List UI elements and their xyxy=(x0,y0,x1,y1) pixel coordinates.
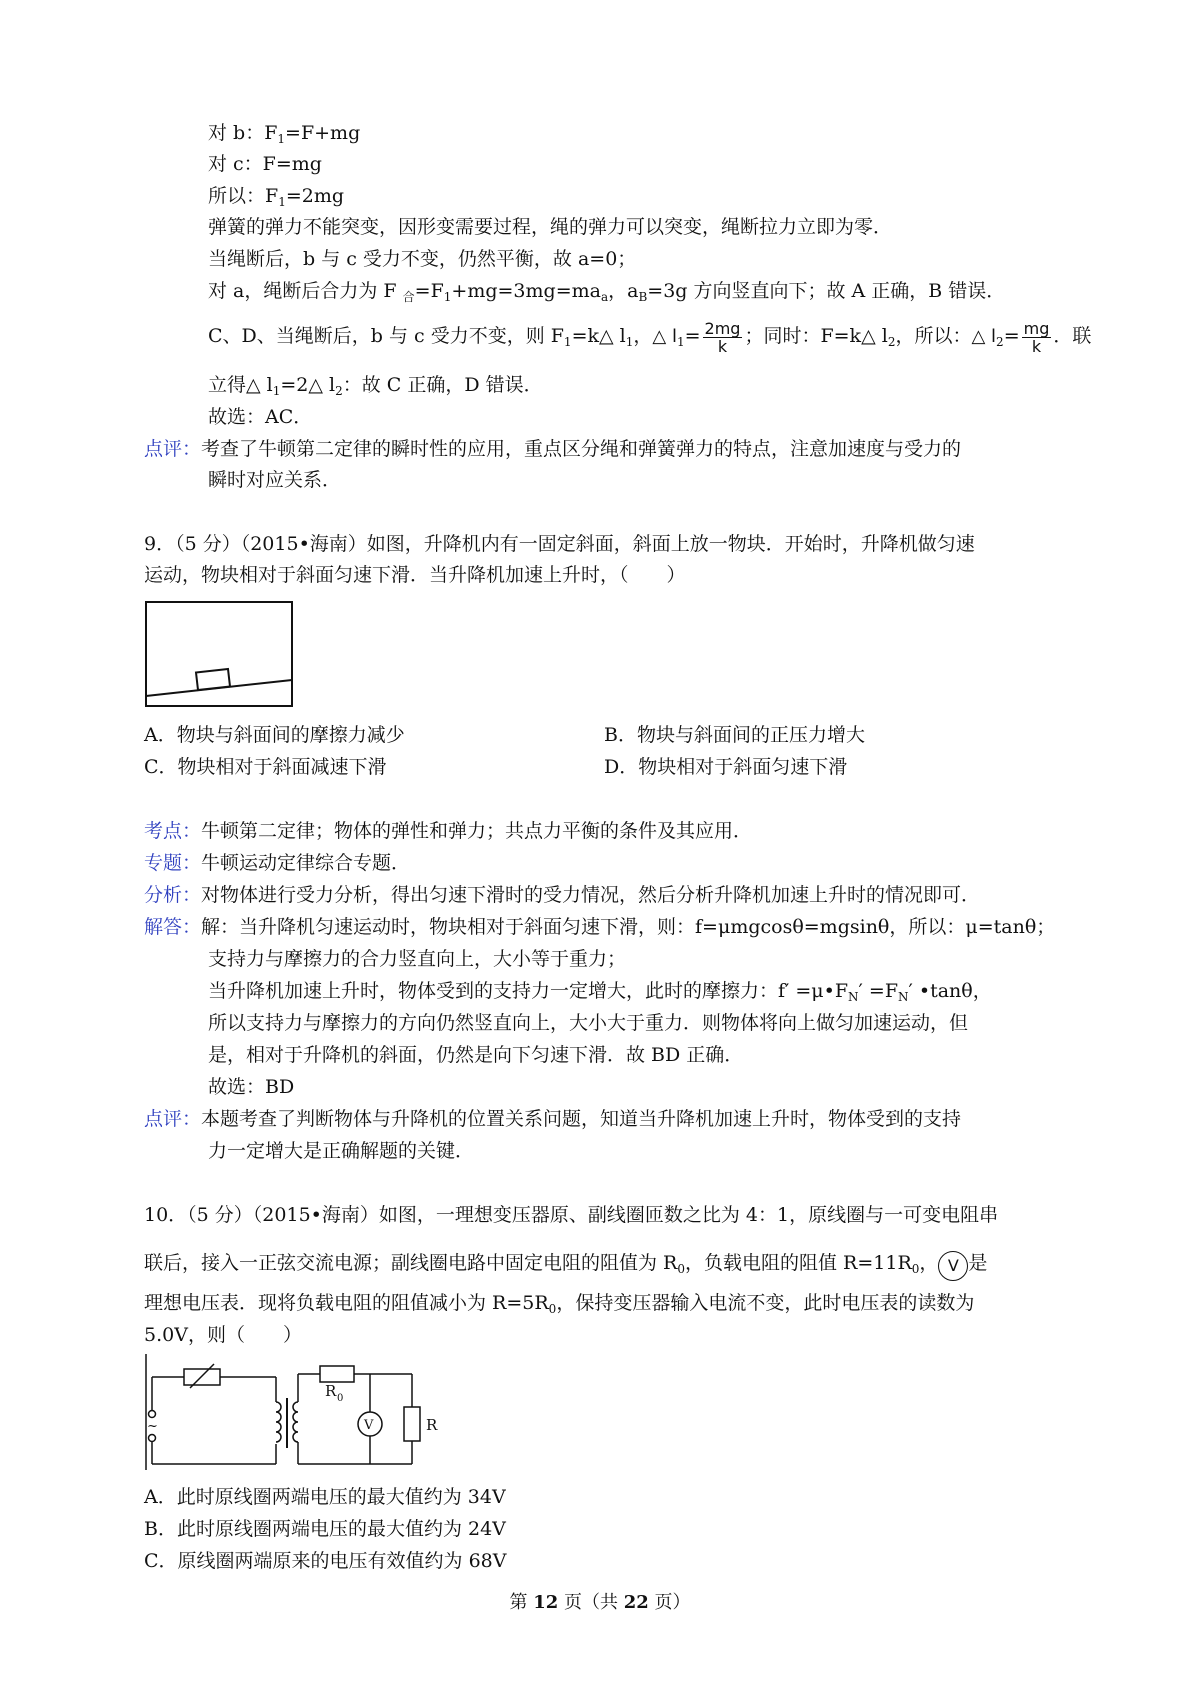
voltmeter-label: V xyxy=(364,1418,374,1433)
comment-line: 瞬时对应关系． xyxy=(208,469,342,491)
comment-block: 点评：本题考查了判断物体与升降机的位置关系问题，知道当升降机加速上升时，物体受到的支持 xyxy=(144,1108,962,1130)
option-b[interactable]: B．物块与斜面间的正压力增大 xyxy=(604,724,865,746)
option-d[interactable]: D．物块相对于斜面匀速下滑 xyxy=(604,756,848,778)
question-9-stem: 运动，物块相对于斜面匀速下滑．当升降机加速上升时，（ ） xyxy=(144,564,686,586)
option-c[interactable]: C．物块相对于斜面减速下滑 xyxy=(144,756,387,778)
current-page-number: 12 xyxy=(533,1592,559,1613)
solution-line: 对 b：$F_1=F+mg$ xyxy=(208,122,361,146)
option-b[interactable]: B．此时原线圈两端电压的最大值约为 24V xyxy=(144,1518,506,1540)
incline-elevator-figure xyxy=(144,600,296,710)
option-c[interactable]: C．原线圈两端原来的电压有效值约为 68V xyxy=(144,1550,507,1572)
solution-line: 当绳断后，b 与 c 受力不变，仍然平衡，故 a=0； xyxy=(208,248,637,270)
answer-line: 支持力与摩擦力的合力竖直向上，大小等于重力； xyxy=(208,948,627,970)
svg-text:~: ~ xyxy=(147,1419,158,1434)
option-a[interactable]: A．此时原线圈两端电压的最大值约为 34V xyxy=(144,1486,506,1508)
answer-choice: 故选：BD xyxy=(208,1076,295,1098)
solution-line-fractions: C、D、当绳断后，b 与 c 受力不变，则 $F_1=k\triangle$ $l_1$，△ $l_1=$ $\frac{2mg}{k}$ ；同时：F=k△ $l_2$，所以：△ $l_2=$ $\frac{mg}{k}$ ．联 xyxy=(208,318,1092,356)
question-9-stem: 9．（5 分）（2015•海南）如图，升降机内有一固定斜面，斜面上放一物块．开始时，升降机做匀速 xyxy=(144,533,975,555)
total-pages: 22 xyxy=(623,1592,649,1613)
voltmeter-icon: V xyxy=(938,1251,968,1281)
solution-line: 对 a，绳断后合力为 F $_合=F_1+mg=3mg=ma_a$，$a_B=3g$ 方向竖直向下；故 A 正确，B 错误． xyxy=(208,280,1006,304)
answer-line: 是，相对于升降机的斜面，仍然是向下匀速下滑．故 BD 正确． xyxy=(208,1044,744,1066)
solution-line: 所以：$F_1=2mg$ xyxy=(208,185,345,209)
fraction: $\frac{2mg}{k}$ xyxy=(704,318,741,356)
question-10-stem: 联后，接入一正弦交流电源；副线圈电路中固定电阻的阻值为 $R_0$，负载电阻的阻值 $R=11R_0$， V 是 xyxy=(144,1250,987,1282)
comment-block: 点评：考查了牛顿第二定律的瞬时性的应用，重点区分绳和弹簧弹力的特点，注意加速度与受力的 xyxy=(144,438,962,460)
answer: 解答：解：当升降机匀速运动时，物块相对于斜面匀速下滑，则：f=μmgcosθ=mgsinθ，所以：μ=tanθ； xyxy=(144,916,1056,938)
load-resistor xyxy=(404,1407,420,1441)
option-a[interactable]: A．物块与斜面间的摩擦力减少 xyxy=(144,724,405,746)
fraction: $\frac{mg}{k}$ xyxy=(1023,318,1050,356)
transformer-circuit-figure xyxy=(144,1352,474,1472)
question-10-stem: 5.0V，则（ ） xyxy=(144,1324,302,1346)
r0-label-sub: 0 xyxy=(337,1393,344,1404)
topic: 专题：牛顿运动定律综合专题． xyxy=(144,852,411,874)
solution-answer: 故选：AC． xyxy=(208,406,313,428)
solution-line: 立得△ $l_1=2\triangle$ $l_2$：故 C 正确，D 错误． xyxy=(208,374,543,398)
answer-line: 所以支持力与摩擦力的方向仍然竖直向上，大小大于重力．则物体将向上做匀加速运动，但 xyxy=(208,1012,969,1034)
r-label: R xyxy=(426,1416,438,1434)
knowledge-point: 考点：牛顿第二定律；物体的弹性和弹力；共点力平衡的条件及其应用． xyxy=(144,820,753,842)
comment-label: 点评： xyxy=(144,438,202,460)
solution-line: 弹簧的弹力不能突变，因形变需要过程，绳的弹力可以突变，绳断拉力立即为零． xyxy=(208,216,893,238)
solution-line: 对 c：F=mg xyxy=(208,153,322,175)
answer-line: 当升降机加速上升时，物体受到的支持力一定增大，此时的摩擦力：$f' =\mu•F_N' =F_N'$ •tanθ， xyxy=(208,980,992,1004)
question-10-stem: 理想电压表．现将负载电阻的阻值减小为 $R=5R_0$，保持变压器输入电流不变，此时电压表的读数为 xyxy=(144,1292,975,1316)
analysis: 分析：对物体进行受力分析，得出匀速下滑时的受力情况，然后分析升降机加速上升时的情况即可． xyxy=(144,884,981,906)
question-10-stem: 10．（5 分）（2015•海南）如图，一理想变压器原、副线圈匝数之比为 4：1，原线圈与一可变电阻串 xyxy=(144,1204,999,1226)
comment-line: 力一定增大是正确解题的关键． xyxy=(208,1140,475,1162)
page-footer: 第 12 页（共 22 页） xyxy=(509,1592,691,1613)
r0-label: R xyxy=(325,1382,337,1400)
